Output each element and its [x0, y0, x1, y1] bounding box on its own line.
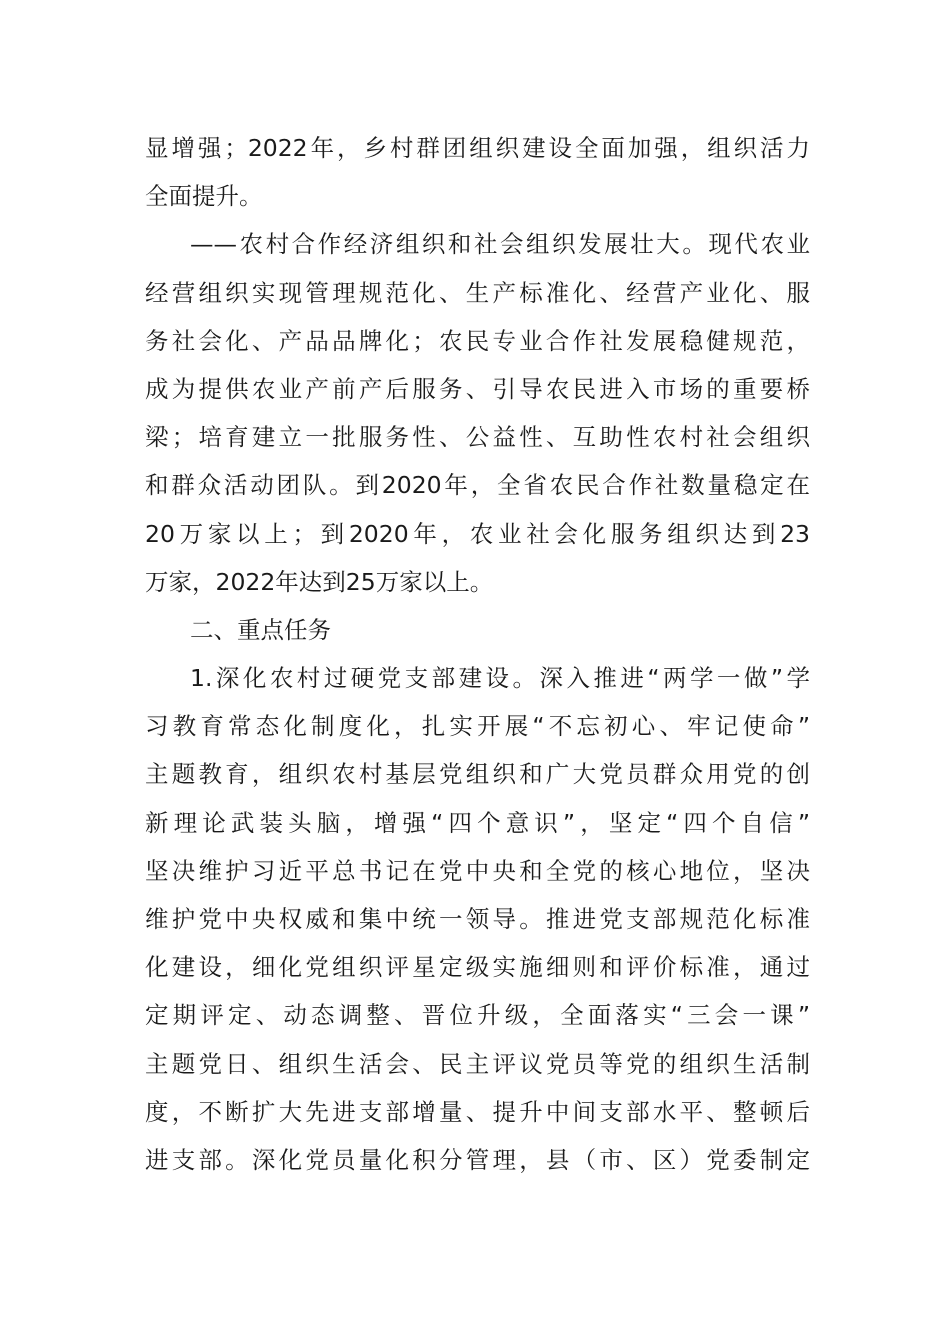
text-line: 显增强；2022年，乡村群团组织建设全面加强，组织活力 [145, 134, 810, 162]
text-line: 习教育常态化制度化，扎实开展“不忘初心、牢记使命” [145, 712, 810, 741]
section-heading: 二、重点任务 [190, 615, 331, 644]
text-line: 20万家以上；到2020年，农业社会化服务组织达到23 [145, 519, 810, 548]
text-line: 和群众活动团队。到2020年，全省农民合作社数量稳定在 [145, 471, 810, 500]
paragraph-first-line: ——农村合作经济组织和社会组织发展壮大。现代农业 [190, 230, 810, 259]
paragraph-first-line: 1.深化农村过硬党支部建设。深入推进“两学一做”学 [190, 664, 810, 693]
text-line: 定期评定、动态调整、晋位升级，全面落实“三会一课” [145, 1001, 810, 1030]
text-line: 全面提升。 [145, 182, 263, 211]
text-line: 进支部。深化党员量化积分管理，县（市、区）党委制定 [145, 1145, 810, 1174]
text-line: 化建设，细化党组织评星定级实施细则和评价标准，通过 [145, 953, 810, 982]
text-line: 主题教育，组织农村基层党组织和广大党员群众用党的创 [145, 760, 810, 789]
text-line: 度，不断扩大先进支部增量、提升中间支部水平、整顿后 [145, 1097, 810, 1126]
text-line: 万家，2022年达到25万家以上。 [145, 567, 494, 596]
body-text [145, 124, 810, 1184]
text-line: 新理论武装头脑，增强“四个意识”，坚定“四个自信” [145, 808, 810, 837]
text-line: 成为提供农业产前产后服务、引导农民进入市场的重要桥 [145, 374, 810, 403]
text-line: 梁；培育建立一批服务性、公益性、互助性农村社会组织 [145, 423, 810, 452]
text-line: 务社会化、产品品牌化；农民专业合作社发展稳健规范， [145, 326, 810, 355]
text-line: 维护党中央权威和集中统一领导。推进党支部规范化标准 [145, 905, 810, 933]
text-line: 经营组织实现管理规范化、生产标准化、经营产业化、服 [145, 278, 810, 307]
text-line: 坚决维护习近平总书记在党中央和全党的核心地位，坚决 [145, 856, 810, 885]
text-line: 主题党日、组织生活会、民主评议党员等党的组织生活制 [145, 1049, 810, 1078]
